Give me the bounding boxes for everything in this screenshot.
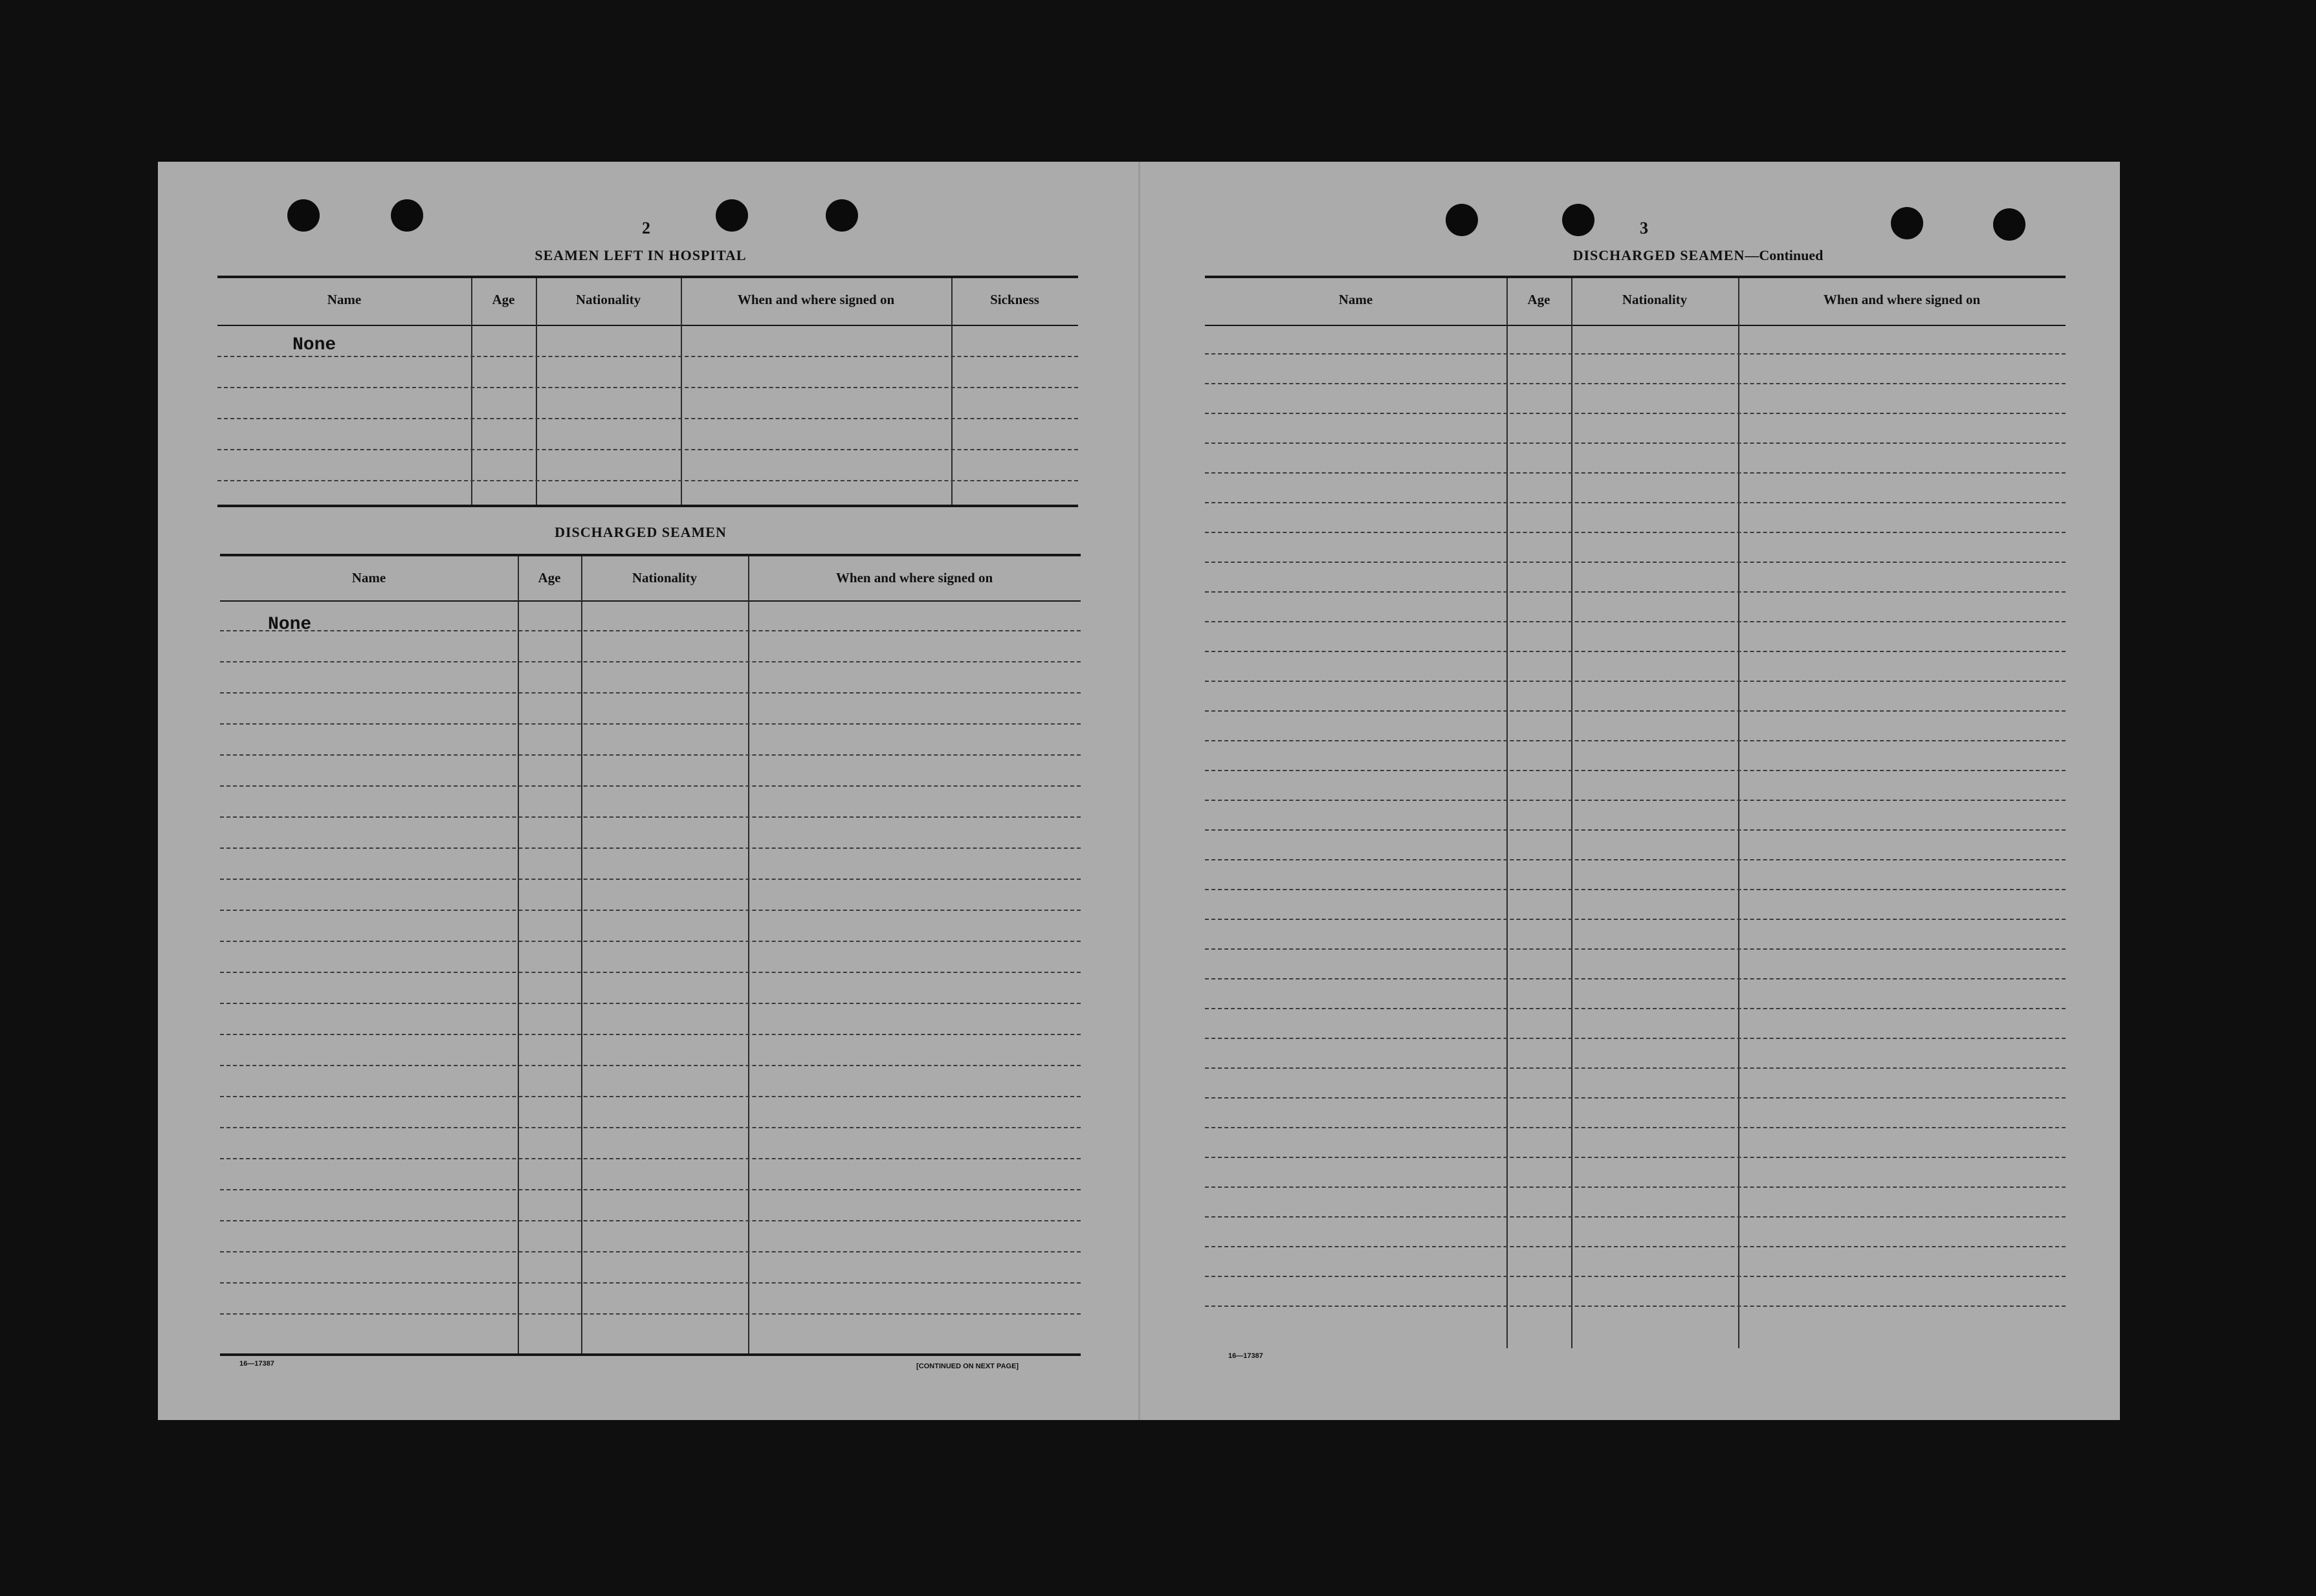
title-suffix: —Continued: [1745, 247, 1824, 263]
table-row: [220, 941, 1081, 942]
table-row: [1205, 443, 2066, 444]
column-header-signed-on: When and where signed on: [1823, 291, 1981, 307]
table-row: [1205, 800, 2066, 801]
discharged-section-title: DISCHARGED SEAMEN: [555, 524, 727, 540]
column-header-nationality: Nationality: [1622, 291, 1688, 307]
table-row: [1205, 978, 2066, 979]
table-row: [220, 1034, 1081, 1035]
table-row: [1205, 1157, 2066, 1158]
table-row: [220, 661, 1081, 662]
column-header-nationality: Nationality: [575, 291, 641, 307]
punch-hole: [1993, 208, 2025, 241]
document-sheet: [158, 162, 2120, 1420]
table-row: [220, 1158, 1081, 1159]
table-row: [220, 1065, 1081, 1066]
table-row: [220, 785, 1081, 787]
table-row: [1205, 889, 2066, 890]
table-row: [220, 910, 1081, 911]
table-row: [1205, 1127, 2066, 1128]
discharged-entry: None: [268, 615, 312, 635]
punch-hole: [1891, 207, 1923, 239]
table-row: [1205, 383, 2066, 384]
table-row: [1205, 829, 2066, 831]
table-row: [1205, 1067, 2066, 1069]
table-row: [217, 449, 1078, 450]
page-fold: [1138, 162, 1140, 1420]
table-row: [1205, 502, 2066, 503]
column-header-age: Age: [538, 569, 561, 585]
table-row: [220, 1189, 1081, 1190]
table-row: [1205, 1276, 2066, 1277]
table-row: [220, 723, 1081, 725]
hospital-table-header: [217, 281, 1078, 318]
discharged-table-header: [220, 559, 1081, 596]
table-row: [1205, 681, 2066, 682]
table-row: [1205, 1186, 2066, 1188]
table-row: [220, 1127, 1081, 1128]
title-main: DISCHARGED SEAMEN: [1572, 247, 1745, 263]
table-row: [1205, 621, 2066, 622]
punch-hole: [391, 199, 423, 232]
table-row: [217, 356, 1078, 357]
column-header-name: Name: [351, 569, 386, 585]
table-row: [1205, 651, 2066, 652]
table-row: [220, 1282, 1081, 1284]
discharged-continued-header: [1205, 281, 2066, 318]
column-header-age: Age: [1527, 291, 1550, 307]
punch-hole: [1562, 204, 1594, 236]
punch-hole: [716, 199, 748, 232]
discharged-continued-table: [1205, 276, 2066, 1350]
table-row: [220, 1003, 1081, 1004]
table-row: [1205, 710, 2066, 712]
hospital-section-title: SEAMEN LEFT IN HOSPITAL: [535, 247, 747, 263]
table-row: [1205, 1097, 2066, 1099]
continued-note: [CONTINUED ON NEXT PAGE]: [916, 1362, 1019, 1370]
column-header-sickness: Sickness: [990, 291, 1039, 307]
punch-hole: [826, 199, 858, 232]
column-header-name: Name: [327, 291, 362, 307]
table-row: [220, 1096, 1081, 1097]
table-row: [1205, 591, 2066, 593]
table-row: [1205, 770, 2066, 771]
table-row: [217, 418, 1078, 419]
column-header-nationality: Nationality: [632, 569, 698, 585]
punch-hole: [1446, 204, 1478, 236]
table-row: [1205, 562, 2066, 563]
table-row: [1205, 1216, 2066, 1218]
table-row: [220, 847, 1081, 849]
form-number: 16—17387: [1228, 1352, 1263, 1360]
table-row: [1205, 353, 2066, 355]
table-row: [217, 387, 1078, 388]
discharged-continued-title: [1452, 247, 1944, 264]
punch-hole: [287, 199, 320, 232]
table-row: [220, 879, 1081, 880]
hospital-entry: None: [292, 335, 336, 355]
column-header-name: Name: [1338, 291, 1373, 307]
table-row: [1205, 532, 2066, 533]
form-number: 16—17387: [239, 1360, 274, 1368]
table-row: [217, 480, 1078, 481]
column-header-signed-on: When and where signed on: [835, 569, 993, 585]
column-header-age: Age: [492, 291, 515, 307]
table-row: [220, 1251, 1081, 1252]
discharged-table: [220, 554, 1081, 1369]
table-row: [220, 1220, 1081, 1221]
table-row: [1205, 859, 2066, 860]
column-header-signed-on: When and where signed on: [737, 291, 895, 307]
table-row: [220, 1313, 1081, 1315]
table-row: [220, 972, 1081, 973]
table-row: [220, 630, 1081, 631]
table-row: [1205, 740, 2066, 741]
table-row: [1205, 919, 2066, 920]
table-row: [1205, 1038, 2066, 1039]
page-number: 3: [1640, 219, 1648, 237]
table-row: [1205, 1306, 2066, 1307]
table-row: [1205, 1246, 2066, 1247]
table-row: [220, 692, 1081, 694]
table-row: [220, 816, 1081, 818]
page-number: 2: [642, 219, 650, 237]
table-row: [1205, 472, 2066, 474]
table-row: [220, 754, 1081, 756]
table-row: [1205, 948, 2066, 950]
table-row: [1205, 413, 2066, 414]
table-row: [1205, 1008, 2066, 1009]
